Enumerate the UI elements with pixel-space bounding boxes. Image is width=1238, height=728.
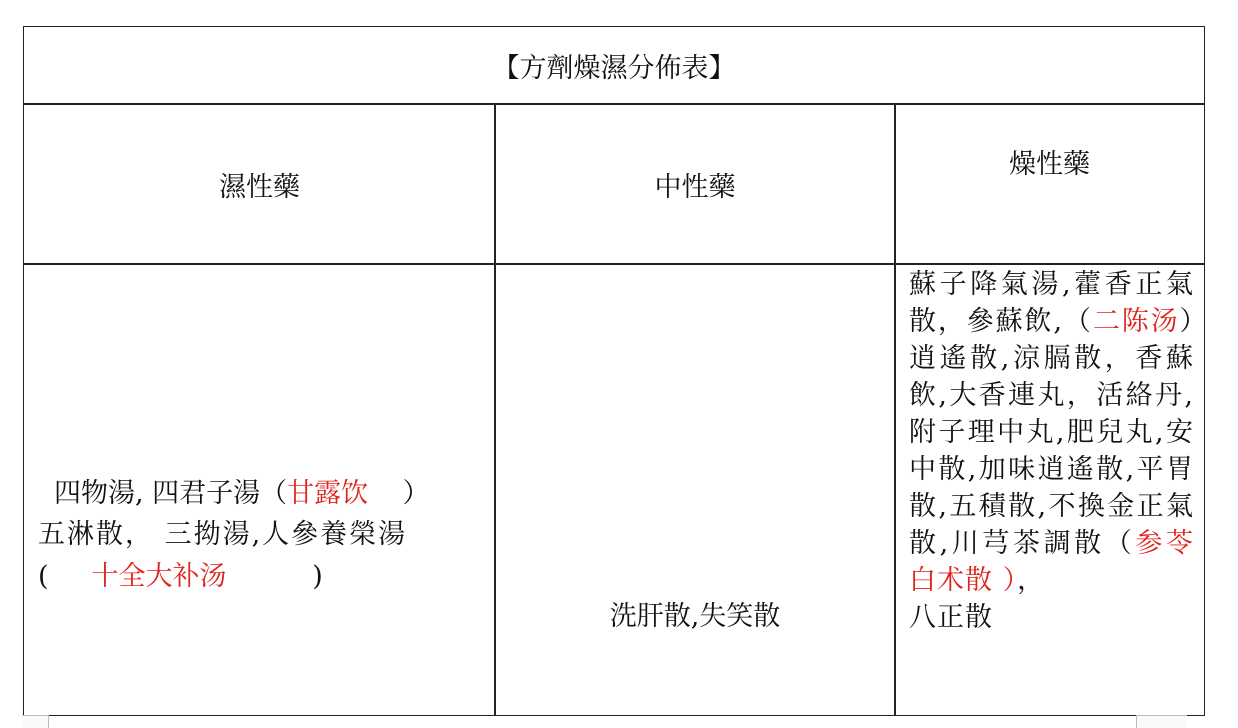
header-dry: 燥性藥 xyxy=(894,103,1205,265)
wet-line-3 xyxy=(38,554,323,593)
wet-line-3-red: 十全大补汤 xyxy=(91,561,227,592)
dry-part-2: ）逍遙散,涼膈散，香蘇飲,大香連丸，活絡丹,附子理中丸,肥兒丸,安中散,加味逍遙散,平胃散,五積散,不換金正氣散,川芎茶調散（ xyxy=(909,306,1194,559)
page-corner-left xyxy=(22,715,49,728)
wet-line-1-b: ） xyxy=(368,478,430,509)
neutral-cell xyxy=(494,263,896,716)
wet-line-2: 五淋散， 三拗湯,人參養榮湯 xyxy=(38,519,408,550)
header-wet: 濕性藥 xyxy=(23,103,496,265)
dry-red-1: 二陈汤 xyxy=(1092,306,1180,337)
dry-part-1: 蘇子降氣湯,藿香正氣散，參蘇飲,（ xyxy=(909,269,1194,337)
dry-part-4: 八正散 xyxy=(909,602,993,633)
table-title: 【方劑燥濕分佈表】 xyxy=(23,26,1205,105)
wet-line-1 xyxy=(54,471,430,510)
wet-line-1-a: 四物湯, 四君子湯（ xyxy=(54,478,288,509)
neutral-text: 洗肝散,失笑散 xyxy=(609,601,781,632)
wet-line-3-b: ) xyxy=(226,561,323,592)
wet-cell xyxy=(23,263,496,716)
dry-part-3: ， xyxy=(1017,565,1046,596)
wet-line-3-a: ( xyxy=(38,561,92,592)
header-neutral: 中性藥 xyxy=(494,103,896,265)
dry-text xyxy=(909,266,1194,636)
formula-table xyxy=(23,26,1205,716)
page-corner-right xyxy=(1136,715,1187,728)
dry-red-2: 参苓白术散 ） xyxy=(909,528,1194,596)
dry-cell xyxy=(894,263,1205,716)
wet-line-1-red: 甘露饮 xyxy=(287,478,369,509)
